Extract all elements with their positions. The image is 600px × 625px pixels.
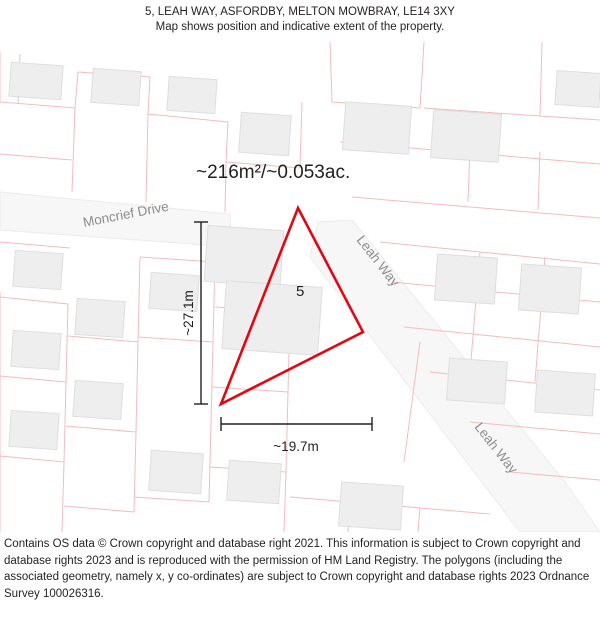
plot-number-label: 5	[296, 283, 305, 300]
road-label-moncrief-drive: Moncrief Drive	[81, 198, 171, 230]
page-header	[0, 0, 600, 42]
page-subtitle: Map shows position and indicative extent of the property.	[155, 21, 445, 33]
height-dimension-label: ~27.1m	[181, 290, 196, 336]
width-dimension-label: ~19.7m	[273, 439, 319, 454]
area-label: ~216m²/~0.053ac.	[196, 162, 351, 183]
map-canvas[interactable]	[0, 42, 600, 532]
road-label-leah-way-lower: Leah Way	[471, 419, 521, 477]
road-label-leah-way-upper: Leah Way	[353, 232, 403, 290]
copyright-notice: Contains OS data © Crown copyright and database right 2021. This information is subject to Crown copyright and database rights 2023 and is reproduced with the permission of HM Land Registry. The polygons (including the associated geometry, namely x, y co-ordinates) are subject to Crown copyright and database rights 2023 Ordnance Survey 100026316.	[4, 538, 590, 600]
page-title: 5, LEAH WAY, ASFORDBY, MELTON MOWBRAY, LE14 3XY	[145, 6, 455, 18]
